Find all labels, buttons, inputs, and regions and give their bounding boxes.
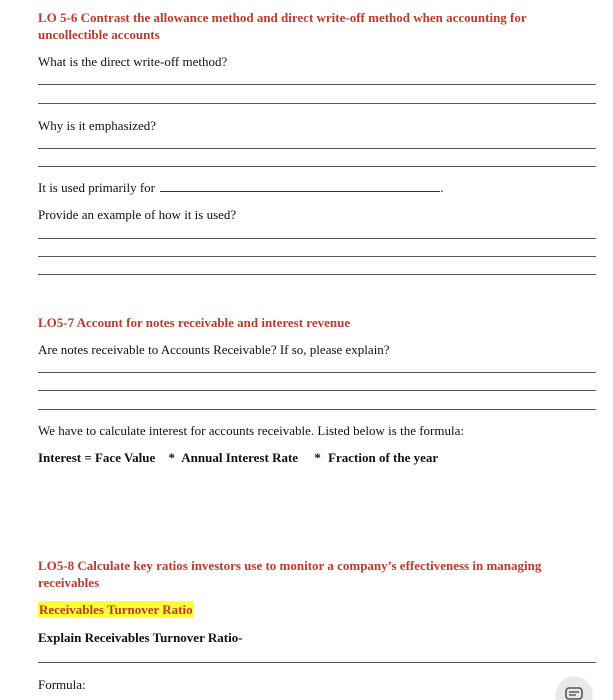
- lo56-question-example: Provide an example of how it is used?: [38, 207, 237, 222]
- answer-line[interactable]: [38, 256, 596, 257]
- answer-line[interactable]: [38, 166, 596, 167]
- lo56-question-emphasized: Why is it emphasized?: [38, 118, 157, 133]
- formula-operator: *: [168, 450, 176, 465]
- interest-formula: [38, 450, 438, 466]
- formula-operator: *: [314, 450, 321, 465]
- answer-line[interactable]: [38, 409, 596, 410]
- answer-line[interactable]: [38, 238, 596, 239]
- answer-line[interactable]: [38, 372, 596, 373]
- used-for-suffix: .: [440, 180, 444, 195]
- formula-part1: Interest = Face Value: [38, 450, 156, 465]
- answer-line[interactable]: [38, 84, 596, 85]
- formula-part2: Annual Interest Rate: [181, 450, 299, 465]
- answer-line[interactable]: [38, 390, 596, 391]
- receivables-turnover-highlight: [38, 602, 194, 618]
- lo56-heading-line2: uncollectible accounts: [38, 27, 160, 42]
- chat-bubble-icon: [557, 678, 591, 700]
- lo57-interest-note: We have to calculate interest for accounts receivable. Listed below is the formula:: [38, 423, 464, 438]
- answer-line[interactable]: [38, 103, 596, 104]
- lo57-heading: LO5-7 Account for notes receivable and interest revenue: [38, 315, 351, 330]
- lo56-question-used-for: [38, 179, 443, 196]
- lo58-formula-label: Formula:: [38, 677, 86, 692]
- lo58-heading-line1: LO5-8 Calculate key ratios investors use to monitor a company’s effectiveness in managing: [38, 558, 542, 573]
- lo56-question-direct-writeoff: What is the direct write-off method?: [38, 54, 228, 69]
- lo56-heading: [38, 9, 598, 43]
- lo58-explain-ratio: Explain Receivables Turnover Ratio-: [38, 630, 243, 645]
- used-for-blank[interactable]: [160, 179, 440, 192]
- lo57-question-notes: Are notes receivable to Accounts Receivable? If so, please explain?: [38, 342, 390, 357]
- answer-line[interactable]: [38, 148, 596, 149]
- lo56-heading-line1: LO 5-6 Contrast the allowance method and direct write-off method when accounting for: [38, 10, 527, 25]
- highlight-text: Receivables Turnover Ratio: [39, 602, 193, 617]
- used-for-prefix: It is used primarily for: [38, 180, 155, 195]
- formula-part3: Fraction of the year: [328, 450, 439, 465]
- lo58-heading: [38, 557, 603, 591]
- answer-line[interactable]: [38, 662, 596, 663]
- chat-button[interactable]: [557, 678, 591, 700]
- answer-line[interactable]: [38, 274, 596, 275]
- lo58-heading-line2: receivables: [38, 575, 100, 590]
